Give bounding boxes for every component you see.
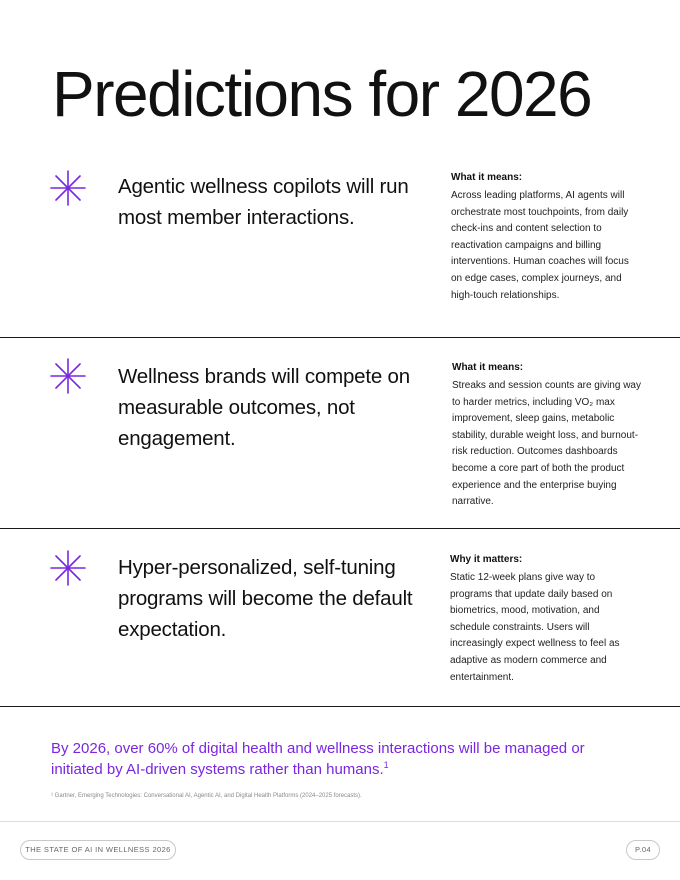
detail-label: What it means: <box>452 362 524 373</box>
prediction-section <box>0 152 680 337</box>
prediction-section <box>0 338 680 528</box>
page-number-pill: P.04 <box>626 840 660 860</box>
prediction-section <box>0 529 680 706</box>
detail-body: Static 12-week plans give way to programs that update daily based on biometrics, mood, motivation, and schedule constraints. Users will increasingly expect wellness to feel as adaptive as modern commerce and entertainment. <box>450 572 620 683</box>
prediction-detail <box>451 171 641 304</box>
prediction-headline: Hyper-personalized, self-tuning programs will become the default expectation. <box>118 556 413 641</box>
sparkle-burst-icon <box>50 550 86 586</box>
highlight-statistic <box>51 738 611 780</box>
report-name-pill: THE STATE OF AI IN WELLNESS 2026 <box>20 840 176 860</box>
sparkle-burst-icon <box>50 170 86 206</box>
sparkle-burst-icon <box>50 358 86 394</box>
prediction-detail <box>450 553 640 686</box>
section-divider <box>0 706 680 707</box>
footer-divider <box>0 821 680 822</box>
page-title: Predictions for 2026 <box>52 58 592 130</box>
footnote: ¹ Gartner, Emerging Technologies: Conversational AI, Agentic AI, and Digital Health Platforms (2024–2025 forecasts). <box>51 793 362 799</box>
detail-body: Streaks and session counts are giving way to harder metrics, including VO₂ max improvement, sleep gains, metabolic stability, durable weight loss, and burnout-risk reduction. Outcomes dashboards become a core part of both the product experience and the enterprise buying narrative. <box>452 380 641 508</box>
prediction-headline: Agentic wellness copilots will run most member interactions. <box>118 175 409 229</box>
detail-label: Why it matters: <box>450 554 523 565</box>
footnote-marker: 1 <box>383 760 389 770</box>
prediction-detail <box>452 361 642 511</box>
detail-label: What it means: <box>451 172 523 183</box>
statistic-text: By 2026, over 60% of digital health and wellness interactions will be managed or initiated by AI-driven systems rather than humans. <box>51 740 585 778</box>
prediction-headline: Wellness brands will compete on measurable outcomes, not engagement. <box>118 365 410 450</box>
detail-body: Across leading platforms, AI agents will orchestrate most touchpoints, from daily check-ins and content selection to reactivation campaigns and billing interventions. Human coaches will focus on edge cases, complex journeys, and high-touch relationships. <box>451 190 629 301</box>
